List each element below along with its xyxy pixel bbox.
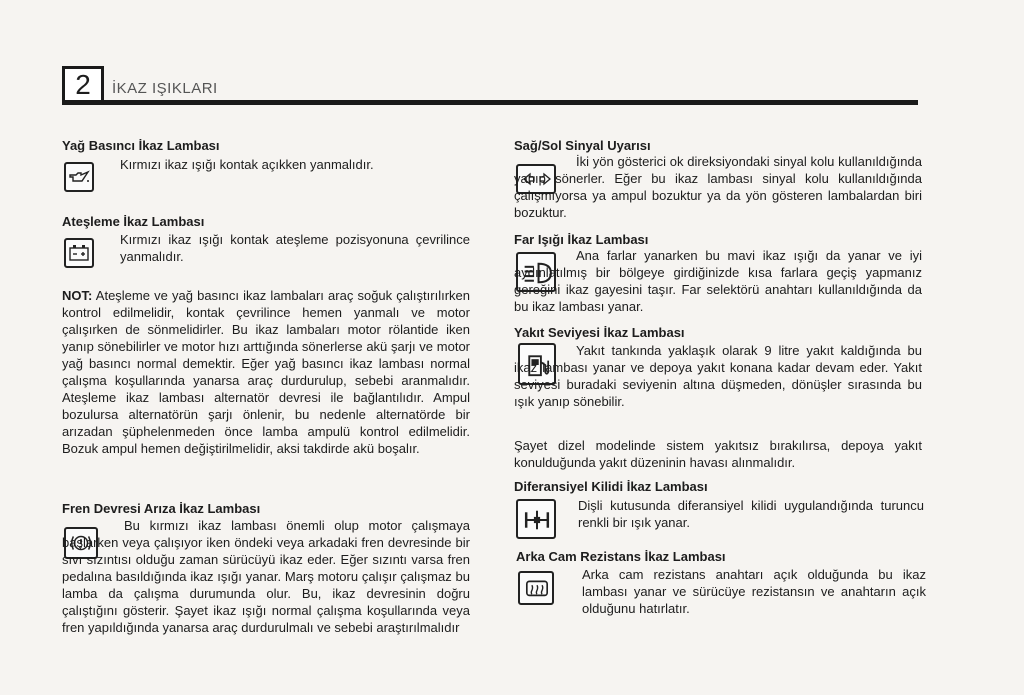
note-paragraph: [62, 287, 470, 457]
oil-can-icon: [64, 162, 94, 192]
ignition-heading: Ateşleme İkaz Lambası: [62, 214, 205, 229]
rear-heading: Arka Cam Rezistans İkaz Lambası: [516, 549, 726, 564]
fuel-text: Yakıt tankında yaklaşık olarak 9 litre yakıt kaldığında bu ikaz lambası yanar ve depoya yakıt konana kadar devam eder. Yakıt seviyesi buradaki seviyenin altına düşmeden, dönüşler sırasında bu ışık yanıp sönebilir.: [514, 343, 922, 409]
battery-icon: [64, 238, 94, 268]
note-label: NOT:: [62, 288, 93, 303]
highbeam-heading: Far Işığı İkaz Lambası: [514, 232, 649, 247]
highbeam-text: Ana farlar yanarken bu mavi ikaz ışığı da yanar ve iyi aydınlatılmış bir bölgeye girdiğinizde kısa farlara geçiş yapmanız gereğini ikaz gayesini taşır. Far selektörü anahtarı kullanıldığında da bu ikaz lambası yanar.: [514, 248, 922, 314]
header-rule: [62, 100, 918, 105]
diff-text: Dişli kutusunda diferansiyel kilidi uygulandığında turuncu renkli bir ışık yanar.: [578, 498, 924, 530]
chapter-title: İKAZ IŞIKLARI: [112, 80, 218, 97]
brake-text: Bu kırmızı ikaz lambası önemli olup motor çalışmaya başlarken veya çalışıyor iken öndeki veya arkadaki fren devresinde bir sıvı sızıntısı olduğu zaman sürücüyü ikaz eder. Eğer sızıntı varsa fren pedalına basıldığında ikaz ışığı yanar. Marş motoru çalışır çalışmaz bu lamba da çalışma durumunda olur. Bu, ikaz devresinin doğru çalıştığını gösterir. Şayet ikaz ışığı normal çalışma koşullarında veya fren yapıldığında yanarsa araç durdurulmalı ve sebebi araştırılmalıdır: [62, 518, 470, 635]
fuel-text-2: Şayet dizel modelinde sistem yakıtsız bırakılırsa, depoya yakıt konulduğunda yakıt düzeninin havası alınmalıdır.: [514, 438, 922, 470]
diff-heading: Diferansiyel Kilidi İkaz Lambası: [514, 479, 708, 494]
turn-heading: Sağ/Sol Sinyal Uyarısı: [514, 138, 651, 153]
chapter-number: 2: [62, 66, 104, 104]
brake-heading: Fren Devresi Arıza İkaz Lambası: [62, 501, 261, 516]
oil-text: Kırmızı ikaz ışığı kontak açıkken yanmalıdır.: [120, 157, 374, 172]
fuel-heading: Yakıt Seviyesi İkaz Lambası: [514, 325, 685, 340]
rear-defrost-icon: [518, 571, 554, 605]
turn-text: İki yön gösterici ok direksiyondaki sinyal kolu kullanıldığında yanıp sönerler. Eğer bu ikaz lambası sinyal kolu kullanıldığında çalışmıyorsa ya ampul bozuktur ya da yön gösteren lambalardan biri bozuktur.: [514, 154, 922, 220]
differential-lock-icon: [516, 499, 556, 539]
ignition-text: Kırmızı ikaz ışığı kontak ateşleme pozisyonuna çevrilince yanmalıdır.: [120, 232, 470, 264]
rear-text: Arka cam rezistans anahtarı açık olduğunda bu ikaz lambası yanar ve sürücüye rezistansın ve anahtarın açık olduğunu hatırlatır.: [582, 567, 926, 616]
oil-heading: Yağ Basıncı İkaz Lambası: [62, 138, 220, 153]
note-text: Ateşleme ve yağ basıncı ikaz lambaları araç soğuk çalıştırılırken kontrol edilmelidir, kontak çevrilince hemen yanmalı ve motor çalışırken de sönmelidirler. Bu ikaz lambaları motor rölantide iken yanıp sönebilirler ve motor hızı arttığında sönerlerse akü şarjı ve motor yağ basıncı normal demektir. Eğer yağ basıncı ikaz lambası normal çalışma koşullarında yanarsa araç durdurulup, sebebi aranmalıdır. Ateşleme ikaz lambası alternatör devresi ile bağlantılıdır. Ampul bozulursa alternatörün şarjı önlenir, bu nedenle alternatörde bir arızadan şüphelenmeden önce lamba ampulü kontrol edilmelidir. Bozuk ampul hemen değiştirilmelidir, aksi takdirde akü boşalır.: [62, 288, 470, 456]
